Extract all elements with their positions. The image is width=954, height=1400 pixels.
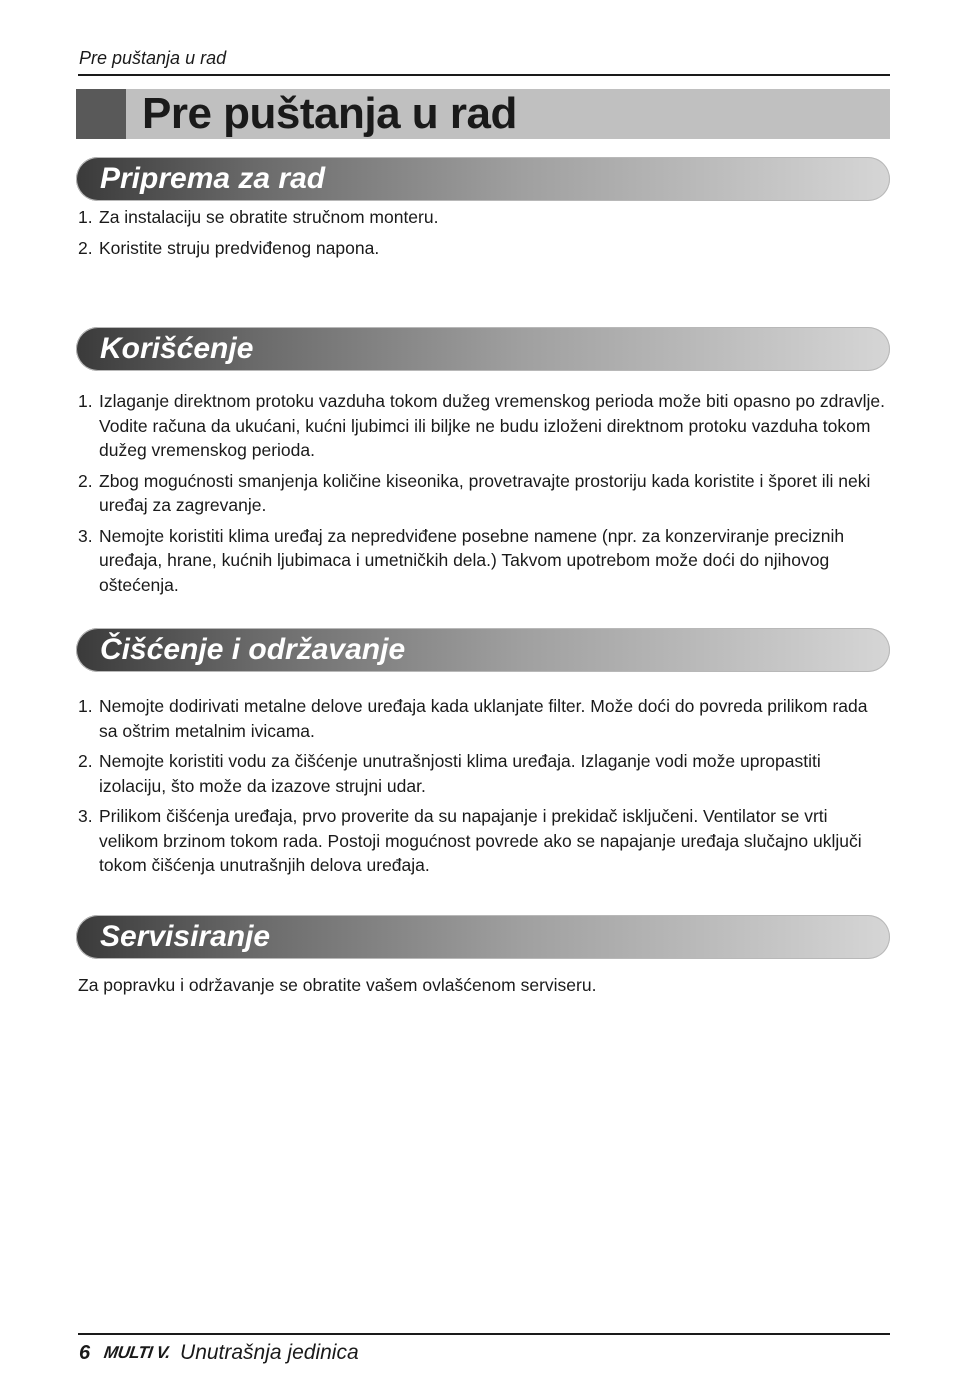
item-number: 1. xyxy=(78,696,93,716)
section-list-ciscenje xyxy=(78,694,886,884)
brand-logo: MULTI V. xyxy=(102,1343,172,1362)
page-number: 6 xyxy=(79,1341,91,1364)
section-header-ciscenje xyxy=(76,628,890,672)
section-title: Priprema za rad xyxy=(100,162,326,195)
list-item xyxy=(78,804,886,878)
item-number: 3. xyxy=(78,806,93,826)
page-title-bar xyxy=(76,89,890,139)
page-title: Pre puštanja u rad xyxy=(142,89,517,138)
section-paragraph-servisiranje: Za popravku i održavanje se obratite vašem ovlašćenom serviseru. xyxy=(78,975,597,995)
item-text: Koristite struju predviđenog napona. xyxy=(99,237,380,258)
list-item xyxy=(78,236,886,261)
page-footer xyxy=(79,1340,359,1366)
section-list-koriscenje xyxy=(78,389,886,603)
list-item xyxy=(78,749,886,798)
section-title: Čišćenje i održavanje xyxy=(100,633,406,666)
section-header-priprema xyxy=(76,157,890,201)
footer-rule xyxy=(78,1333,890,1335)
list-item xyxy=(78,205,886,230)
header-rule xyxy=(78,74,890,76)
section-header-koriscenje xyxy=(76,327,890,371)
item-text: Nemojte dodirivati metalne delove uređaja kada uklanjate filter. Može doći do povreda prilikom rada sa oštrim metalnim ivicama. xyxy=(99,696,868,741)
list-item xyxy=(78,469,886,518)
list-item xyxy=(78,524,886,598)
list-item xyxy=(78,694,886,743)
section-list-priprema xyxy=(78,205,886,266)
list-item xyxy=(78,389,886,463)
section-title: Servisiranje xyxy=(100,920,271,953)
footer-text: Unutrašnja jedinica xyxy=(180,1341,359,1364)
item-text: Nemojte koristiti vodu za čišćenje unutrašnjosti klima uređaja. Izlaganje vodi može upropastiti izolaciju, što može da izazove strujni udar. xyxy=(99,751,821,796)
section-title: Korišćenje xyxy=(100,332,254,365)
item-text: Izlaganje direktnom protoku vazduha tokom dužeg vremenskog perioda može biti opasno po zdravlje. Vodite računa da ukućani, kućni ljubimci ili biljke ne budu izloženi direktnom protoku vazduha tokom dužeg vremenskog perioda. xyxy=(99,391,886,460)
running-header: Pre puštanja u rad xyxy=(79,48,227,68)
item-number: 1. xyxy=(78,207,93,227)
section-header-servisiranje xyxy=(76,915,890,959)
item-text: Nemojte koristiti klima uređaj za nepredviđene posebne namene (npr. za konzerviranje preciznih uređaja, hrane, kućnih ljubimaca i umetničkih dela.) Takvom upotrebom može doći do njihovog oštećenja. xyxy=(99,525,845,595)
item-number: 2. xyxy=(78,470,93,491)
item-text: Zbog mogućnosti smanjenja količine kiseonika, provetravajte prostoriju kada koristite i šporet ili neki uređaj za zagrevanje. xyxy=(99,470,871,515)
item-text: Prilikom čišćenja uređaja, prvo proverite da su napajanje i prekidač isključeni. Ventilator se vrti velikom brzinom tokom rada. Postoji mogućnost povrede ako se napajanje uređaja slučajno uključi tokom čišćenja unutrašnjih delova uređaja. xyxy=(99,806,862,875)
item-number: 3. xyxy=(78,525,93,546)
title-block-marker xyxy=(76,89,126,139)
item-number: 1. xyxy=(78,391,93,411)
item-text: Za instalaciju se obratite stručnom monteru. xyxy=(99,207,439,227)
item-number: 2. xyxy=(78,751,93,771)
item-number: 2. xyxy=(78,237,93,258)
